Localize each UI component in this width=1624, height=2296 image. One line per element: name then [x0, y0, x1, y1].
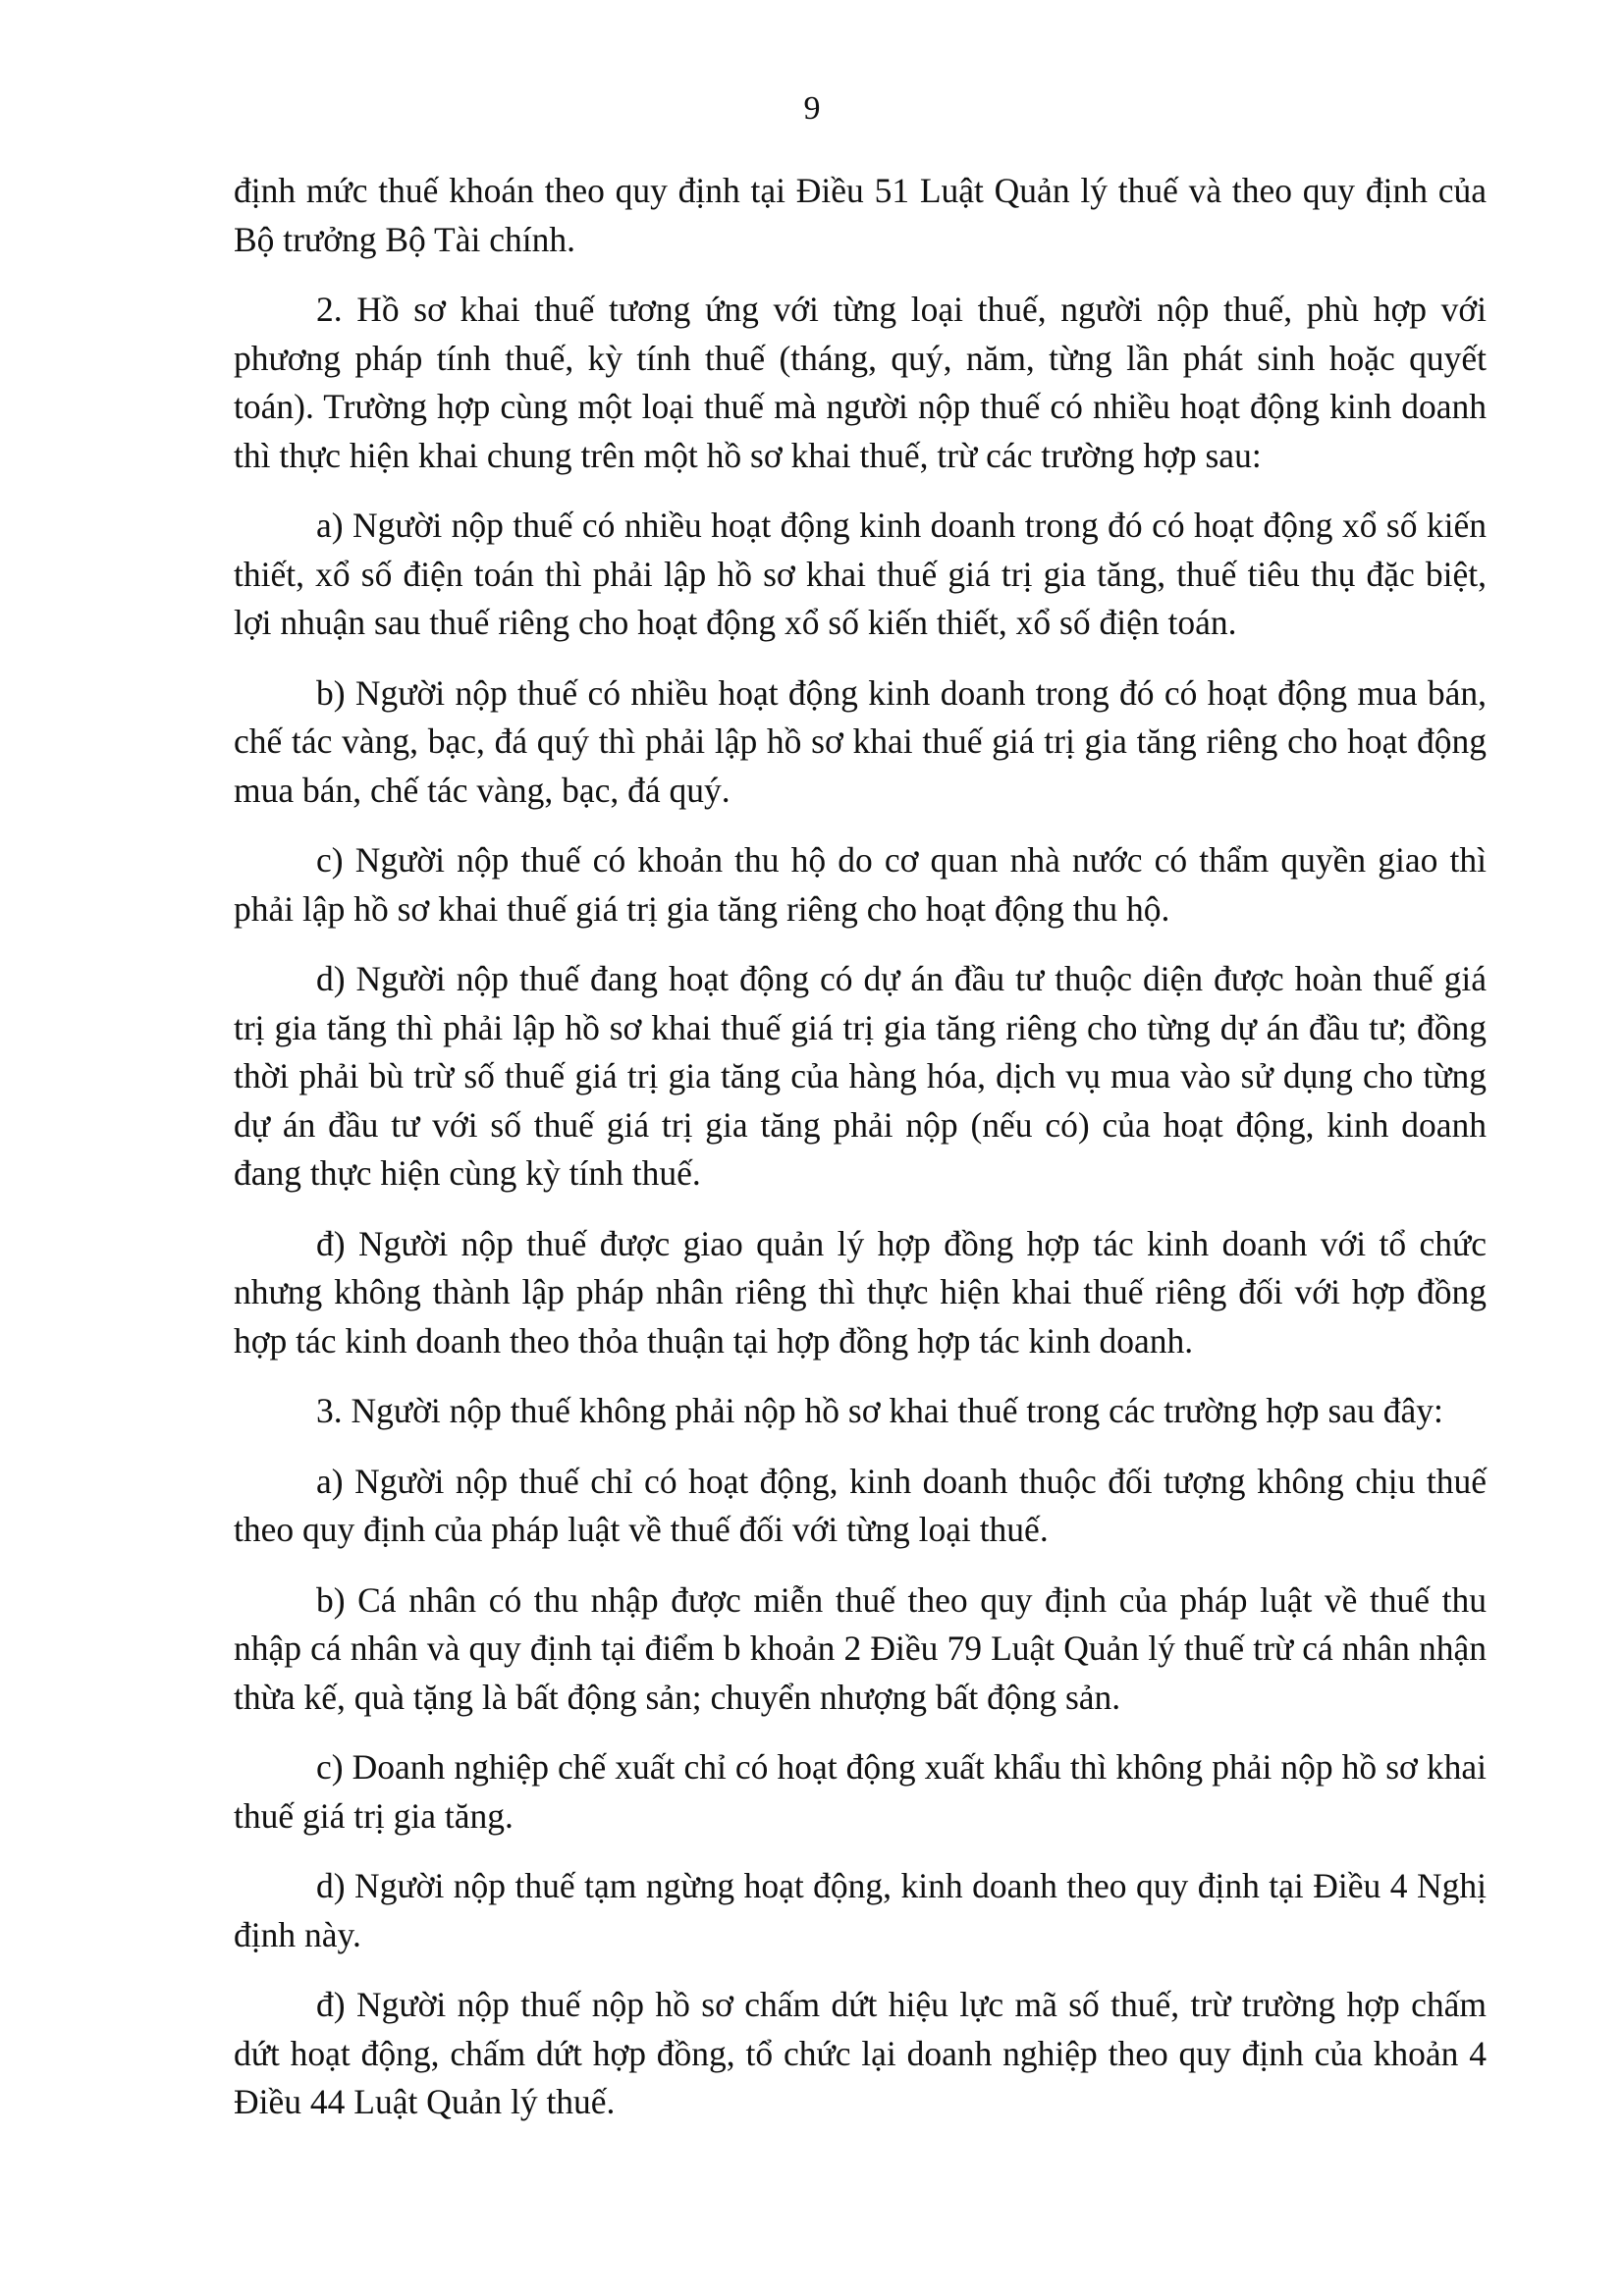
paragraph-clause-3c: c) Doanh nghiệp chế xuất chỉ có hoạt động xuất khẩu thì không phải nộp hồ sơ khai thuế giá trị gia tăng. [234, 1747, 1487, 1836]
body-text [234, 167, 1487, 2149]
paragraph-clause-2b: b) Người nộp thuế có nhiều hoạt động kinh doanh trong đó có hoạt động mua bán, chế tác vàng, bạc, đá quý thì phải lập hồ sơ khai thuế giá trị gia tăng riêng cho hoạt động mua bán, chế tác vàng, bạc, đá quý. [234, 672, 1487, 810]
paragraph-clause-2dd: đ) Người nộp thuế được giao quản lý hợp đồng hợp tác kinh doanh với tổ chức nhưng không thành lập pháp nhân riêng thì thực hiện khai thuế riêng đối với hợp đồng hợp tác kinh doanh theo thỏa thuận tại hợp đồng hợp tác kinh doanh. [234, 1223, 1487, 1361]
paragraph-clause-3: 3. Người nộp thuế không phải nộp hồ sơ khai thuế trong các trường hợp sau đây: [316, 1391, 1443, 1430]
paragraph-clause-2: 2. Hồ sơ khai thuế tương ứng với từng loại thuế, người nộp thuế, phù hợp với phương pháp tính thuế, kỳ tính thuế (tháng, quý, năm, từng lần phát sinh hoặc quyết toán). Trường hợp cùng một loại thuế mà người nộp thuế có nhiều hoạt động kinh doanh thì thực hiện khai chung trên một hồ sơ khai thuế, trừ các trường hợp sau: [234, 290, 1487, 475]
paragraph-clause-2d: d) Người nộp thuế đang hoạt động có dự án đầu tư thuộc diện được hoàn thuế giá trị gia tăng thì phải lập hồ sơ khai thuế giá trị gia tăng riêng cho từng dự án đầu tư; đồng thời phải bù trừ số thuế giá trị gia tăng của hàng hóa, dịch vụ mua vào sử dụng cho từng dự án đầu tư với số thuế giá trị gia tăng phải nộp (nếu có) của hoạt động, kinh doanh đang thực hiện cùng kỳ tính thuế. [234, 959, 1487, 1193]
page-number: 9 [803, 90, 821, 127]
paragraph-clause-3d: d) Người nộp thuế tạm ngừng hoạt động, kinh doanh theo quy định tại Điều 4 Nghị định này. [234, 1866, 1487, 1954]
paragraph-continuation: định mức thuế khoán theo quy định tại Điều 51 Luật Quản lý thuế và theo quy định của Bộ trưởng Bộ Tài chính. [234, 171, 1487, 259]
paragraph-clause-2c: c) Người nộp thuế có khoản thu hộ do cơ quan nhà nước có thẩm quyền giao thì phải lập hồ sơ khai thuế giá trị gia tăng riêng cho hoạt động thu hộ. [234, 840, 1487, 929]
paragraph-clause-3dd: đ) Người nộp thuế nộp hồ sơ chấm dứt hiệu lực mã số thuế, trừ trường hợp chấm dứt hoạt động, chấm dứt hợp đồng, tổ chức lại doanh nghiệp theo quy định của khoản 4 Điều 44 Luật Quản lý thuế. [234, 1985, 1487, 2121]
paragraph-clause-3a: a) Người nộp thuế chỉ có hoạt động, kinh doanh thuộc đối tượng không chịu thuế theo quy định của pháp luật về thuế đối với từng loại thuế. [234, 1461, 1487, 1549]
paragraph-clause-3b: b) Cá nhân có thu nhập được miễn thuế theo quy định của pháp luật về thuế thu nhập cá nhân và quy định tại điểm b khoản 2 Điều 79 Luật Quản lý thuế trừ cá nhân nhận thừa kế, quà tặng là bất động sản; chuyển nhượng bất động sản. [234, 1579, 1487, 1717]
paragraph-clause-2a: a) Người nộp thuế có nhiều hoạt động kinh doanh trong đó có hoạt động xổ số kiến thiết, xổ số điện toán thì phải lập hồ sơ khai thuế giá trị gia tăng, thuế tiêu thụ đặc biệt, lợi nhuận sau thuế riêng cho hoạt động xổ số kiến thiết, xổ số điện toán. [234, 506, 1487, 642]
